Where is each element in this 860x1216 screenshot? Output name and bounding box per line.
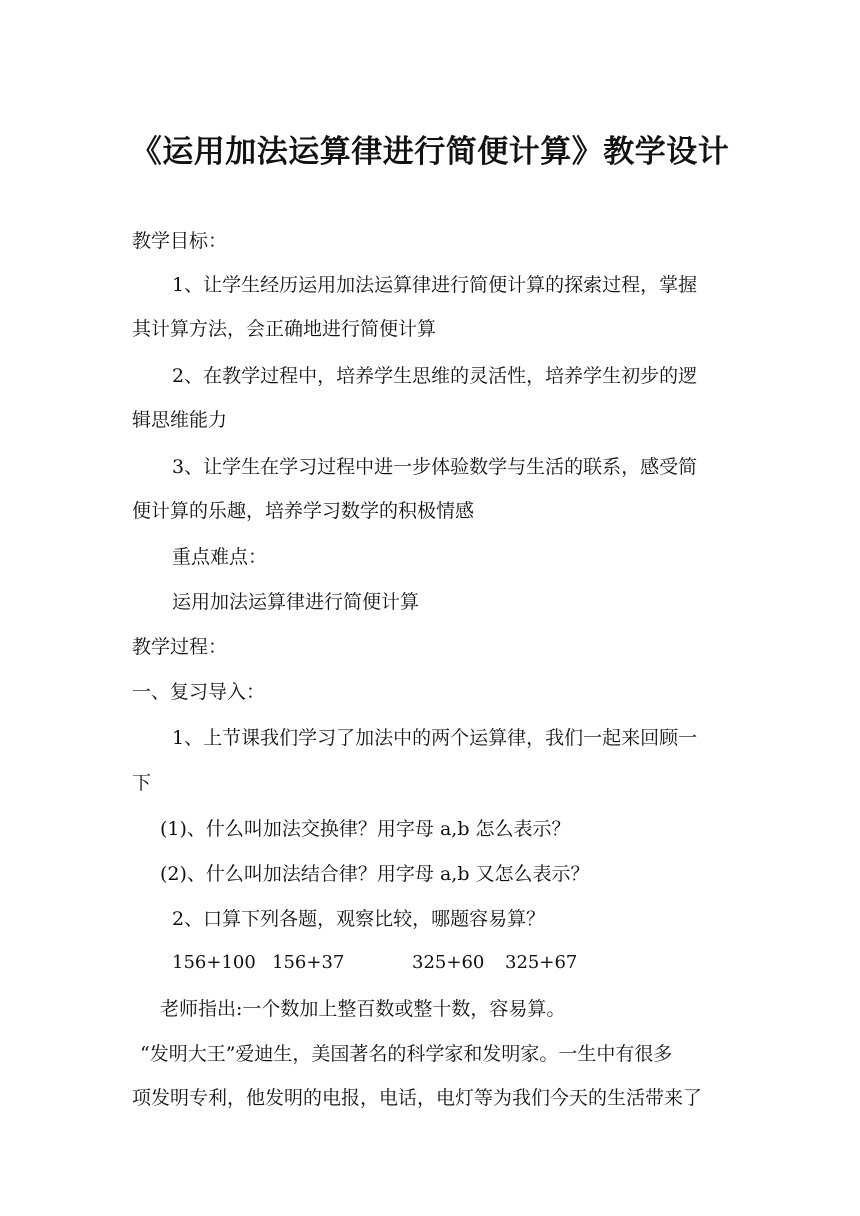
expression: 325+67	[505, 952, 578, 973]
paragraph-line: 便计算的乐趣，培养学习数学的积极情感	[132, 500, 475, 522]
question-line: (2)、什么叫加法结合律？用字母 a,b 又怎么表示？	[160, 863, 590, 885]
paragraph-line: 下	[132, 772, 152, 794]
paragraph-line: 运用加法运算律进行简便计算	[172, 591, 420, 613]
section-heading-review: 一、复习导入：	[132, 681, 266, 703]
paragraph-line: 辑思维能力	[132, 409, 228, 431]
section-heading-process: 教学过程：	[132, 636, 228, 658]
paragraph-line: 老师指出:一个数加上整百数或整十数，容易算。	[160, 998, 566, 1020]
section-heading-objectives: 教学目标：	[132, 230, 228, 252]
paragraph-line: 其计算方法，会正确地进行简便计算	[132, 318, 437, 340]
paragraph-line: 1、上节课我们学习了加法中的两个运算律，我们一起来回顾一	[172, 727, 698, 749]
paragraph-line: 2、口算下列各题，观察比较，哪题容易算？	[172, 908, 546, 930]
paragraph-line: 项发明专利，他发明的电报，电话，电灯等为我们今天的生活带来了	[132, 1087, 703, 1109]
paragraph-line: “发明大王”爱迪生，美国著名的科学家和发明家。一生中有很多	[140, 1043, 673, 1065]
paragraph-line: 2、在教学过程中，培养学生思维的灵活性，培养学生初步的逻	[172, 365, 698, 387]
paragraph-line: 1、让学生经历运用加法运算律进行简便计算的探索过程，掌握	[172, 274, 698, 296]
expression: 156+100	[172, 952, 256, 973]
question-line: (1)、什么叫加法交换律？用字母 a,b 怎么表示？	[160, 818, 571, 840]
paragraph-line: 3、让学生在学习过程中进一步体验数学与生活的联系，感受简	[172, 456, 698, 478]
document-title: 《运用加法运算律进行简便计算》教学设计	[130, 134, 730, 170]
expression: 325+60	[412, 952, 485, 973]
section-heading-key-points: 重点难点：	[172, 546, 268, 568]
expression: 156+37	[272, 952, 345, 973]
